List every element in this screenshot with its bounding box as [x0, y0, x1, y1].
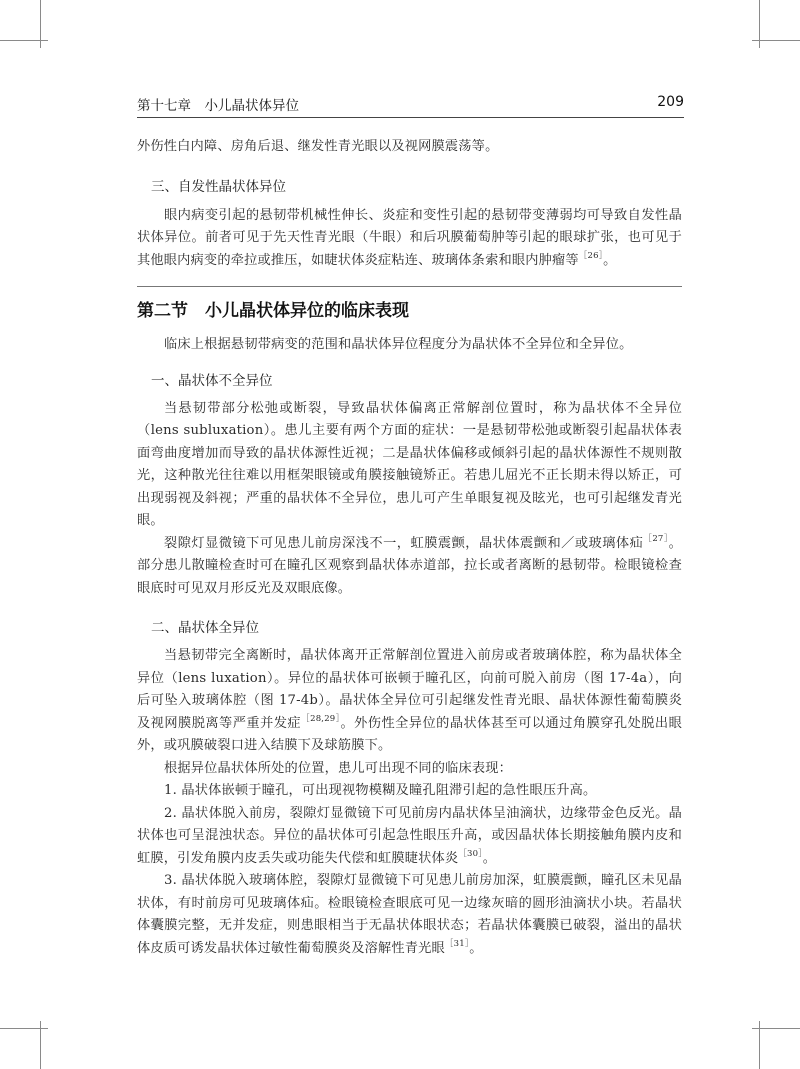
heading-luxation: 二、晶状体全异位	[151, 620, 259, 636]
heading-spontaneous: 三、自发性晶状体异位	[151, 178, 286, 195]
list-item-2-end: 。	[482, 850, 497, 866]
citation-30: ［30］	[458, 848, 483, 859]
paragraph-subluxation-1: 当悬韧带部分松弛或断裂，导致晶状体偏离正常解剖位置时，称为晶状体不全异位（lens subluxation）。患儿主要有两个方面的症状：一是悬韧带松弛或断裂引起晶状体表面弯曲度增加而导致的晶状体源性近视；二是晶状体偏移或倾斜引起的晶状体源性不规则散光，这种散光往往难以用框架眼镜或角膜接触镜矫正。若患儿屈光不正长期未得以矫正，可出现弱视及斜视；严重的晶状体不全异位，患儿可产生单眼复视及眩光，也可引起继发青光眼。	[137, 400, 682, 528]
header-rule	[137, 117, 684, 118]
paragraph-luxation-1-text: 当悬韧带完全离断时，晶状体离开正常解剖位置进入前房或者玻璃体腔，称为晶状体全异位（lens luxation）。异位的晶状体可嵌顿于瞳孔区，向前可脱入前房（图 17-4a），向后可坠入玻璃体腔（图 17-4b）。晶状体全异位可引起继发性青光眼、晶状体源性葡萄膜炎及视网膜脱离等严重并发症	[137, 648, 682, 731]
crop-mark-top-left-h	[0, 40, 48, 41]
citation-26: ［26］	[578, 250, 604, 261]
crop-mark-bottom-left-h	[0, 1028, 48, 1029]
crop-mark-top-right-h	[752, 40, 800, 41]
paragraph-luxation-1-end: 。外伤性全异位的晶状体甚至可以通过角膜穿孔处脱出眼外，或巩膜破裂口进入结膜下及球筋膜下。	[137, 715, 682, 753]
chapter-title: 第十七章 小儿晶状体异位	[137, 98, 299, 114]
paragraph-clinical: 临床上根据悬韧带病变的范围和晶状体异位程度分为晶状体不全异位和全异位。	[164, 337, 633, 352]
paragraph-spontaneous	[137, 205, 682, 273]
section-rule	[137, 286, 682, 287]
paragraph-subluxation-2	[137, 533, 682, 601]
page-body	[137, 136, 682, 960]
paragraph-intro: 外伤性白内障、房角后退、继发性青光眼以及视网膜震荡等。	[137, 139, 499, 154]
paragraph-subluxation-2-text: 裂隙灯显微镜下可见患儿前房深浅不一，虹膜震颤，晶状体震颤和／或玻璃体疝	[164, 535, 644, 551]
list-item-3-end: 。	[469, 940, 483, 956]
paragraph-spontaneous-end: 。	[603, 252, 617, 268]
list-item-3-text: 3. 晶状体脱入玻璃体腔，裂隙灯显微镜下可见患儿前房加深，虹膜震颤，瞳孔区未见晶状体，有时前房可见玻璃体疝。检眼镜检查眼底可见一边缘灰暗的圆形油滴状小块。若晶状体囊膜完整，无并发症，则患眼相当于无晶状体眼状态；若晶状体囊膜已破裂，溢出的晶状体皮质可诱发晶状体过敏性葡萄膜炎及溶解性青光眼	[137, 873, 682, 956]
list-item-3	[137, 870, 682, 960]
crop-mark-bottom-right-h	[752, 1028, 800, 1029]
citation-31: ［31］	[444, 938, 470, 949]
citation-27: ［27］	[643, 533, 669, 544]
list-item-2	[137, 803, 682, 871]
paragraph-luxation-2: 根据异位晶状体所处的位置，患儿可出现不同的临床表现：	[164, 760, 513, 776]
citation-28-29: ［28,29］	[301, 713, 341, 724]
paragraph-spontaneous-text: 眼内病变引起的悬韧带机械性伸长、炎症和变性引起的悬韧带变薄弱均可导致自发性晶状体异位。前者可见于先天性青光眼（牛眼）和后巩膜葡萄肿等引起的眼球扩张，也可见于其他眼内病变的牵拉或推压，如睫状体炎症粘连、玻璃体条索和眼内肿瘤等	[137, 207, 682, 268]
page-number: 209	[657, 94, 684, 110]
paragraph-subluxation-2-end: 。部分患儿散瞳检查时可在瞳孔区观察到晶状体赤道部，拉长或者离断的悬韧带。检眼镜检查眼底时可见双月形反光及双眼底像。	[137, 535, 682, 596]
list-item-2-text: 2. 晶状体脱入前房，裂隙灯显微镜下可见前房内晶状体呈油滴状，边缘带金色反光。晶状体也可呈混浊状态。异位的晶状体可引起急性眼压升高，或因晶状体长期接触角膜内皮和虹膜，引发角膜内皮丢失或功能失代偿和虹膜睫状体炎	[137, 805, 682, 866]
paragraph-luxation-1	[137, 645, 682, 758]
heading-subluxation: 一、晶状体不全异位	[151, 372, 273, 389]
list-item-1: 1. 晶状体嵌顿于瞳孔，可出现视物模糊及瞳孔阻滞引起的急性眼压升高。	[164, 783, 597, 798]
section-heading: 第二节 小儿晶状体异位的临床表现	[137, 301, 409, 321]
